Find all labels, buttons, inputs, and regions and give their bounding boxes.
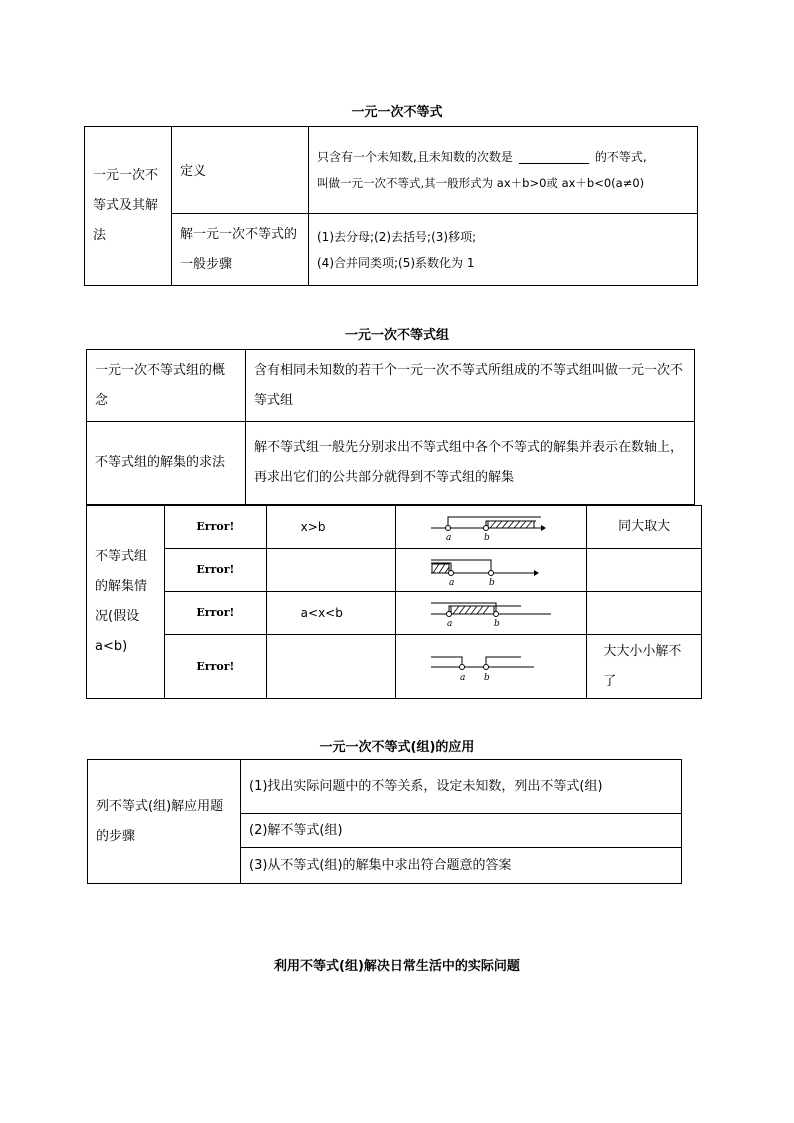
axis-label-a: a	[460, 673, 466, 683]
definition-text-b: 的不等式,	[594, 150, 647, 164]
number-line-cell	[396, 635, 587, 699]
rule-cell: 大大小小解不了	[587, 635, 702, 699]
rule-cell	[587, 592, 702, 635]
error-cell: Error!	[165, 506, 267, 549]
number-line-3	[396, 592, 586, 634]
step-3: (3)从不等式(组)的解集中求出符合题意的答案	[241, 848, 682, 884]
inequality-table	[84, 126, 698, 286]
application-table	[87, 759, 682, 884]
method-label: 不等式组的解集的求法	[87, 422, 246, 505]
rule-cell	[587, 549, 702, 592]
blank-line	[519, 151, 589, 164]
error-cell: Error!	[165, 549, 267, 592]
number-line-1	[396, 506, 586, 548]
definition-label: 定义	[172, 127, 309, 214]
steps-text	[309, 214, 698, 286]
cases-label: 不等式组的解集情况(假设 a<b)	[87, 506, 165, 699]
definition-text-c: 叫做一元一次不等式,其一般形式为 ax＋b>0或 ax＋b<0(a≠0)	[317, 176, 645, 190]
number-line-4	[396, 635, 586, 698]
steps-line2: (4)合并同类项;(5)系数化为 1	[317, 255, 475, 270]
application-label: 列不等式(组)解应用题的步骤	[88, 760, 241, 884]
steps-label: 解一元一次不等式的一般步骤	[172, 214, 309, 286]
inequality-system-table	[86, 349, 695, 505]
step-2: (2)解不等式(组)	[241, 814, 682, 848]
solution-cell: a<x<b	[266, 592, 396, 635]
definition-text	[309, 127, 698, 214]
steps-line1: (1)去分母;(2)去括号;(3)移项;	[317, 229, 477, 244]
number-line-cell	[396, 506, 587, 549]
section3-title: 一元一次不等式(组)的应用	[319, 740, 475, 755]
definition-text-a: 只含有一个未知数,且未知数的次数是	[317, 150, 513, 164]
section1-title: 一元一次不等式	[351, 105, 443, 120]
error-cell: Error!	[165, 635, 267, 699]
axis-label-b: b	[484, 673, 491, 683]
number-line-cell	[396, 592, 587, 635]
row-header: 一元一次不等式及其解法	[85, 127, 172, 286]
axis-label-a: a	[447, 619, 453, 629]
solution-cell	[266, 549, 396, 592]
number-line-cell	[396, 549, 587, 592]
section2-title: 一元一次不等式组	[344, 328, 449, 343]
solution-cell	[266, 635, 396, 699]
method-text: 解不等式组一般先分别求出不等式组中各个不等式的解集并表示在数轴上，再求出它们的公共部分就得到不等式组的解集	[246, 422, 695, 505]
axis-label-a: a	[446, 533, 452, 543]
number-line-2	[396, 549, 586, 591]
axis-label-b: b	[494, 619, 501, 629]
axis-label-b: b	[484, 533, 491, 543]
solution-cases-table	[86, 505, 702, 699]
section4-title: 利用不等式(组)解决日常生活中的实际问题	[274, 959, 520, 974]
axis-label-b: b	[489, 578, 496, 588]
rule-cell: 同大取大	[587, 506, 702, 549]
axis-label-a: a	[449, 578, 455, 588]
solution-cell: x>b	[266, 506, 396, 549]
step-1: (1)找出实际问题中的不等关系，设定未知数，列出不等式(组)	[241, 760, 682, 814]
error-cell: Error!	[165, 592, 267, 635]
concept-label: 一元一次不等式组的概念	[87, 350, 246, 422]
concept-text: 含有相同未知数的若干个一元一次不等式所组成的不等式组叫做一元一次不等式组	[246, 350, 695, 422]
